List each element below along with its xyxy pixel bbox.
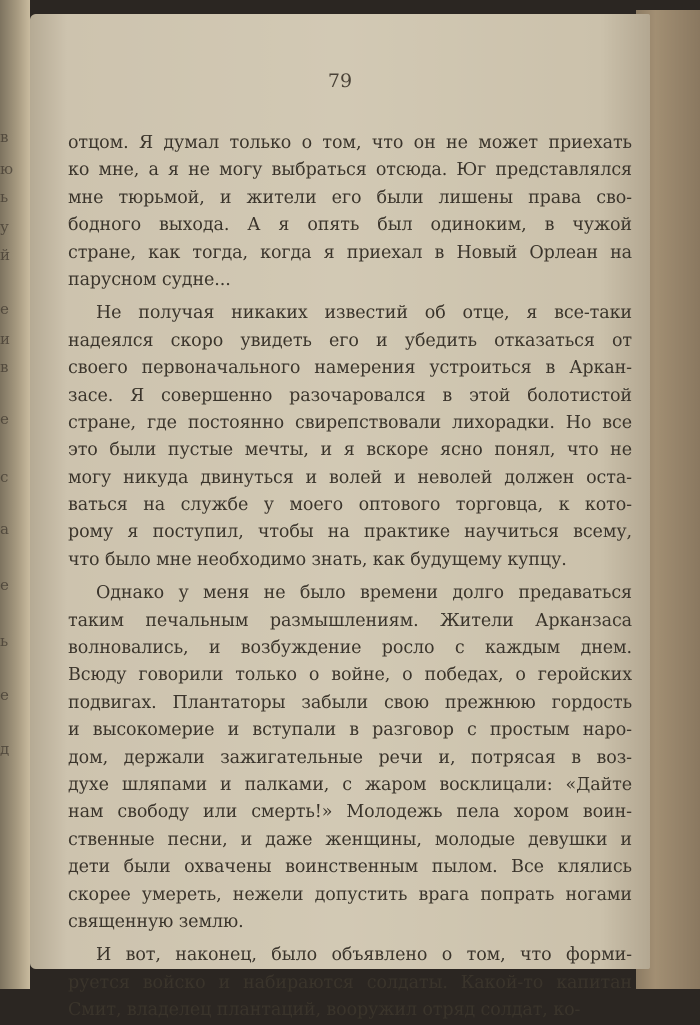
text-line: рому я поступил, чтобы на практике научиться всему, [68, 522, 632, 543]
left-page-fragment: ь [0, 632, 8, 650]
text-line: руется войско и набираются солдаты. Какой-то капитан [68, 972, 632, 993]
left-page-fragment: ь [0, 188, 8, 206]
text-line: подвигах. Плантаторы забыли свою прежнюю гордость [68, 692, 632, 713]
left-page-fragment: е [0, 300, 8, 318]
text-line: бодного выхода. А я опять был одиноким, в чужой [68, 215, 632, 236]
text-line: и высокомерие и вступали в разговор с простым наро- [68, 720, 632, 741]
left-page-fragment: а [0, 520, 8, 538]
text-line: что было мне необходимо знать, как будущему купцу. [68, 549, 567, 570]
text-line: ко мне, а я не могу выбраться отсюда. Юг представлялся [68, 160, 632, 181]
left-page-fragment: и [0, 330, 9, 348]
text-line: И вот, наконец, было объявлено о том, что форми- [96, 945, 632, 966]
left-page-fragment: е [0, 576, 8, 594]
text-line: ственные песни, и даже женщины, молодые девушки и [68, 829, 632, 850]
text-line: Всюду говорили только о войне, о победах, о геройских [68, 665, 632, 686]
text-line: нам свободу или смерть!» Молодежь пела хором воин- [68, 802, 632, 823]
left-page-fragment: у [0, 218, 8, 236]
text-line: Однако у меня не было времени долго предаваться [96, 583, 632, 604]
text-line: мне тюрьмой, и жители его были лишены права сво- [68, 187, 632, 208]
paragraph [68, 942, 632, 1024]
text-line: Не получая никаких известий об отце, я все-таки [96, 303, 632, 324]
left-page-edge [0, 0, 30, 989]
text-line: скорее умереть, нежели допустить врага попрать ногами [68, 884, 632, 905]
text-line: засе. Я совершенно разочаровался в этой болотистой [68, 385, 632, 406]
text-line: стране, как тогда, когда я приехал в Новый Орлеан на [68, 242, 632, 263]
left-page-fragment: е [0, 410, 8, 428]
text-line: отцом. Я думал только о том, что он не может приехать [68, 133, 632, 153]
left-page-fragment: в [0, 128, 8, 146]
left-page-fragment: д [0, 740, 9, 758]
page-text [68, 130, 632, 1025]
text-line: ваться на службе у моего оптового торговца, к кото- [68, 495, 632, 516]
left-page-fragment: е [0, 686, 8, 704]
text-line: таким печальным размышлениям. Жители Арканзаса [68, 610, 632, 631]
page-number: 79 [327, 70, 353, 92]
paragraph [68, 130, 632, 294]
text-line: священную землю. [68, 911, 244, 932]
book-page [30, 14, 650, 1021]
left-page-fragment: с [0, 468, 8, 486]
text-line: стране, где постоянно свирепствовали лихорадки. Но все [68, 412, 632, 433]
text-line: парусном судне... [68, 269, 231, 290]
text-line: дом, держали зажигательные речи и, потрясая в воз- [68, 747, 632, 768]
text-line: Смит, владелец плантаций, вооружил отряд солдат, ко- [68, 1000, 581, 1021]
text-line: это были пустые мечты, и я вскоре ясно понял, что не [68, 440, 632, 461]
left-page-fragment: ю [0, 160, 13, 178]
text-line: дети были охвачены воинственным пылом. Все клялись [68, 857, 632, 878]
text-line: своего первоначального намерения устроиться в Аркан- [68, 358, 632, 379]
left-page-fragment: й [0, 246, 9, 264]
paragraph [68, 300, 632, 574]
paragraph [68, 580, 632, 936]
text-line: волновались, и возбуждение росло с каждым днем. [68, 638, 632, 659]
left-page-fragment: в [0, 358, 8, 376]
text-line: надеялся скоро увидеть его и убедить отказаться от [68, 330, 632, 351]
text-line: духе шляпами и палками, с жаром восклицали: «Дайте [68, 774, 632, 795]
text-line: могу никуда двинуться и волей и неволей должен оста- [68, 467, 632, 488]
